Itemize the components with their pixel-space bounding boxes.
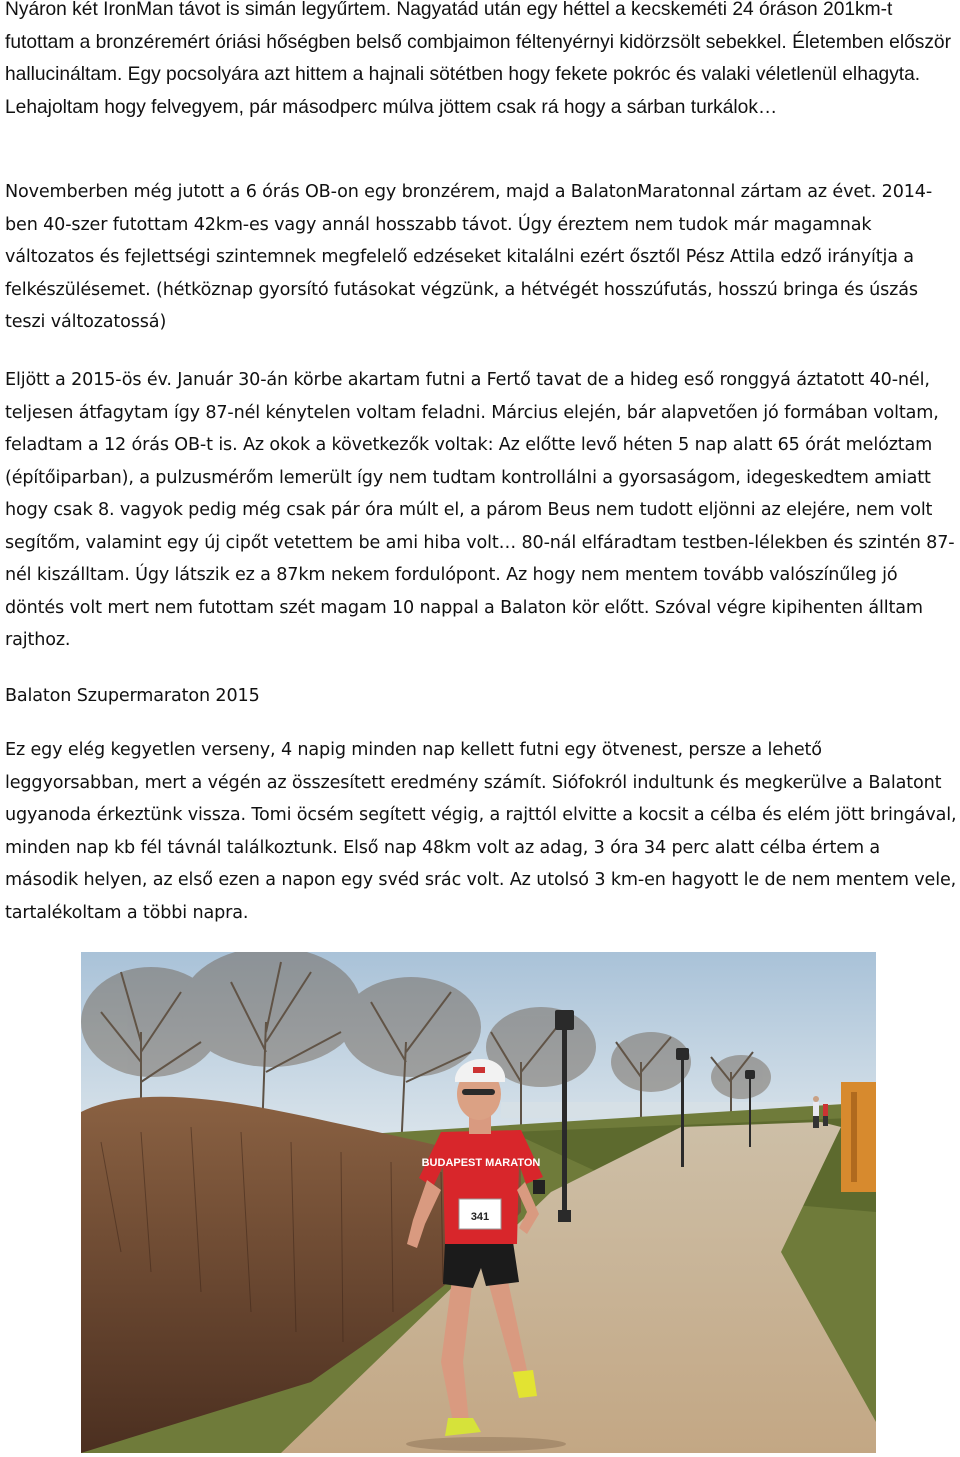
runner-photo	[81, 952, 876, 1453]
orange-barrier	[841, 1082, 876, 1192]
svg-text:341: 341	[470, 1211, 490, 1223]
shirt-text: BUDAPEST MARATON	[421, 1157, 541, 1169]
paragraph-2015: Eljött a 2015-ös év. Január 30-án körbe akartam futni a Fertő tavat de a hideg eső ronggyá áztatott 40-nél, teljesen átfagytam így 87-nél kénytelen voltam feladni. Március elején, bár alapvetően jó formában voltam, feladtam a 12 órás OB-t is. Az okok a következők voltak: Az előtte levő héten 5 nap alatt 65 órát melóztam (építőiparban), a pulzusmérőm lemerült így nem tudtam kontrollálni a gyorsaságom, idegeskedtem amiatt hogy csak 8. vagyok pedig még csak pár óra múlt el, a párom Beus nem tudott eljönni az elejére, nem volt segítőm, valamint egy új cipőt vetettem be ami hiba volt… 80-nál elfáradtam testben-lélekben és szintén 87-nél kiszálltam. Úgy látszik ez a 87km nekem fordulópont. Az hogy nem mentem tovább valószínűleg jó döntés volt mert nem futottam szét magam 10 nappal a Balaton kör előtt. Szóval végre kipihenten álltam rajthoz.	[5, 370, 955, 650]
paragraph-balaton: Ez egy elég kegyetlen verseny, 4 napig minden nap kellett futni egy ötvenest, persze a lehető leggyorsabban, mert a végén az összesített eredmény számít. Siófokról indultunk és megkerülve a Balatont ugyanoda érkeztünk vissza. Tomi öcsém segített végig, a rajttól elvitte a kocsit a célba és elém jött bringával, minden nap kb fél távnál találkoztunk. Első nap 48km volt az adag, 3 óra 34 perc alatt célba értem a második helyen, az első ezen a napon egy svéd srác volt. Az utolsó 3 km-en hagyott le de nem mentem vele, tartalékoltam a többi napra.	[5, 740, 957, 923]
section-heading: Balaton Szupermaraton 2015	[5, 686, 260, 706]
paragraph-november: Novemberben még jutott a 6 órás OB-on egy bronzérem, majd a BalatonMaratonnal zártam az évet. 2014-ben 40-szer futottam 42km-es vagy annál hosszabb távot. Úgy éreztem nem tudok már magamnak változatos és fejlettségi szintemnek megfelelő edzéseket kitalálni ezért ősztől Pész Attila edző irányítja a felkészülésemet. (hétköznap gyorsító futásokat végzünk, a hétvégét hosszúfutás, hosszú bringa és úszás teszi változatossá)	[5, 182, 933, 332]
paragraph-ironman: Nyáron két IronMan távot is simán legyűrtem. Nagyatád után egy héttel a kecskeméti 24 óráson 201km-t futottam a bronzéremért óriási hőségben belső combjaimon féltenyérnyi kidörzsölt sebekkel. Életemben először hallucináltam. Egy pocsolyára azt hittem a hajnali sötétben hogy fekete pokróc és valaki véletlenül elhagyta. Lehajoltam hogy felvegyem, pár másodperc múlva jöttem csak rá hogy a sárban turkálok…	[5, 0, 951, 118]
